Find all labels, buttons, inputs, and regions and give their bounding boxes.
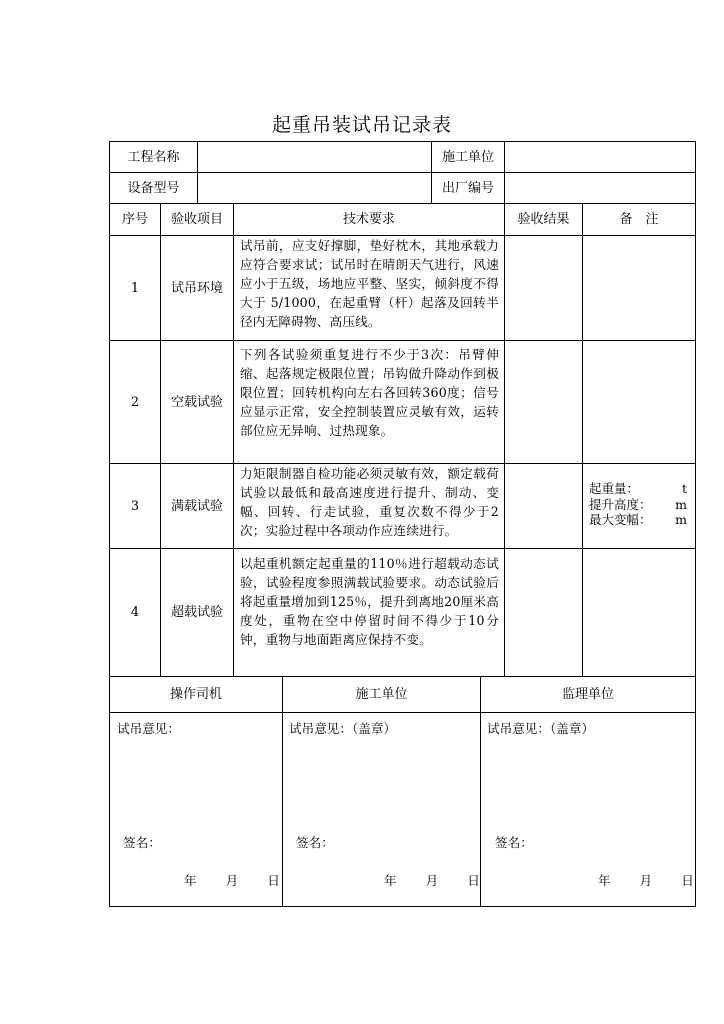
year-label: 年 bbox=[598, 873, 611, 888]
construction-unit-label: 施工单位 bbox=[441, 149, 494, 165]
row-requirements: 下列各试验须重复进行不少于3次：吊臂伸缩、起落规定极限位置；吊钩做升降动作到极限位置；回转机构向左右各回转360度；信号应显示正常，安全控制装置应灵敏有效，运转部位应无异响、过热现象。 bbox=[240, 347, 499, 438]
lift-weight-unit: t bbox=[681, 481, 687, 496]
operator-header: 操作司机 bbox=[169, 687, 222, 702]
row-item: 空载试验 bbox=[170, 394, 223, 410]
table-divider bbox=[233, 203, 234, 676]
lift-height-unit: m bbox=[675, 496, 687, 512]
row-item: 满载试验 bbox=[170, 498, 223, 514]
lift-weight-line bbox=[589, 481, 687, 497]
row-requirements: 以起重机额定起重量的110％进行超载动态试验，试验程度参照满载试验要求。动态试验后将起重量增加到125％，提升到离地20厘米高度处，重物在空中停留时间不得少于10分钟，重物与地面距离应保持不变。 bbox=[240, 556, 499, 647]
column-header-requirements: 技术要求 bbox=[342, 212, 395, 227]
operator-opinion-label: 试吊意见： bbox=[117, 721, 180, 736]
lift-weight-label: 起重量： bbox=[589, 481, 640, 496]
table-divider bbox=[197, 141, 198, 203]
factory-number-label: 出厂编号 bbox=[441, 180, 494, 196]
row-requirements: 力矩限制器自检功能必须灵敏有效，额定载荷试验以最低和最高速度进行提升、制动、变幅、回转、行走试验，重复次数不得少于2次；实验过程中各项动作应连续进行。 bbox=[240, 466, 499, 538]
row-item: 试吊环境 bbox=[170, 280, 223, 296]
column-header-remark: 备 注 bbox=[619, 212, 659, 227]
year-label: 年 bbox=[184, 873, 197, 888]
construction-opinion-label: 试吊意见：（盖章） bbox=[289, 721, 397, 736]
construction-header: 施工单位 bbox=[355, 687, 408, 702]
equipment-model-label: 设备型号 bbox=[127, 180, 180, 196]
table-divider bbox=[582, 203, 583, 676]
max-radius-label: 最大变幅： bbox=[589, 512, 652, 527]
supervision-signature-label: 签名： bbox=[495, 835, 533, 850]
factory-number-value[interactable] bbox=[509, 173, 694, 203]
operator-signature-label: 签名： bbox=[123, 835, 161, 850]
table-divider bbox=[504, 141, 505, 203]
row-item: 超载试验 bbox=[170, 605, 223, 620]
row-result[interactable] bbox=[505, 464, 582, 548]
year-label: 年 bbox=[384, 873, 397, 888]
table-divider bbox=[109, 712, 696, 713]
equipment-model-value[interactable] bbox=[202, 173, 430, 203]
operator-date bbox=[184, 870, 280, 889]
column-header-item: 验收项目 bbox=[170, 212, 223, 227]
row-number: 4 bbox=[130, 605, 140, 620]
month-label: 月 bbox=[225, 873, 239, 888]
day-label: 日 bbox=[467, 873, 480, 888]
column-header-result: 验收结果 bbox=[517, 212, 570, 227]
row-remark bbox=[589, 481, 687, 528]
construction-signature-label: 签名： bbox=[296, 835, 334, 850]
table-border-right bbox=[695, 141, 696, 907]
month-label: 月 bbox=[425, 873, 439, 888]
lift-height-line bbox=[589, 497, 687, 513]
day-label: 日 bbox=[681, 873, 694, 888]
row-number: 2 bbox=[130, 394, 140, 410]
construction-date bbox=[384, 870, 480, 889]
max-radius-unit: m bbox=[675, 512, 687, 527]
max-radius-line bbox=[589, 512, 687, 528]
row-result[interactable] bbox=[505, 236, 582, 340]
column-header-no: 序号 bbox=[121, 212, 148, 227]
project-name-label: 工程名称 bbox=[127, 149, 180, 165]
supervision-header: 监理单位 bbox=[561, 687, 614, 702]
month-label: 月 bbox=[639, 873, 653, 888]
page-title: 起重吊装试吊记录表 bbox=[271, 114, 452, 136]
day-label: 日 bbox=[267, 873, 280, 888]
row-requirements: 试吊前，应支好撑脚，垫好枕木，其地承载力应符合要求试；试吊时在晴朗天气进行，风速应小于五级，场地应平整、坚实，倾斜度不得大于 5/1000，在起重臂（杆）起落及回转半径内无障碍物、高压线。 bbox=[240, 238, 499, 329]
row-number: 1 bbox=[130, 280, 140, 296]
row-number: 3 bbox=[130, 498, 140, 514]
table-border-bottom bbox=[109, 906, 696, 907]
row-result[interactable] bbox=[505, 341, 582, 463]
row-result[interactable] bbox=[505, 549, 582, 676]
project-name-value[interactable] bbox=[202, 142, 430, 172]
supervision-date bbox=[598, 870, 694, 889]
construction-unit-value[interactable] bbox=[509, 142, 694, 172]
lift-height-label: 提升高度： bbox=[589, 496, 652, 512]
supervision-opinion-label: 试吊意见：（盖章） bbox=[487, 721, 595, 736]
